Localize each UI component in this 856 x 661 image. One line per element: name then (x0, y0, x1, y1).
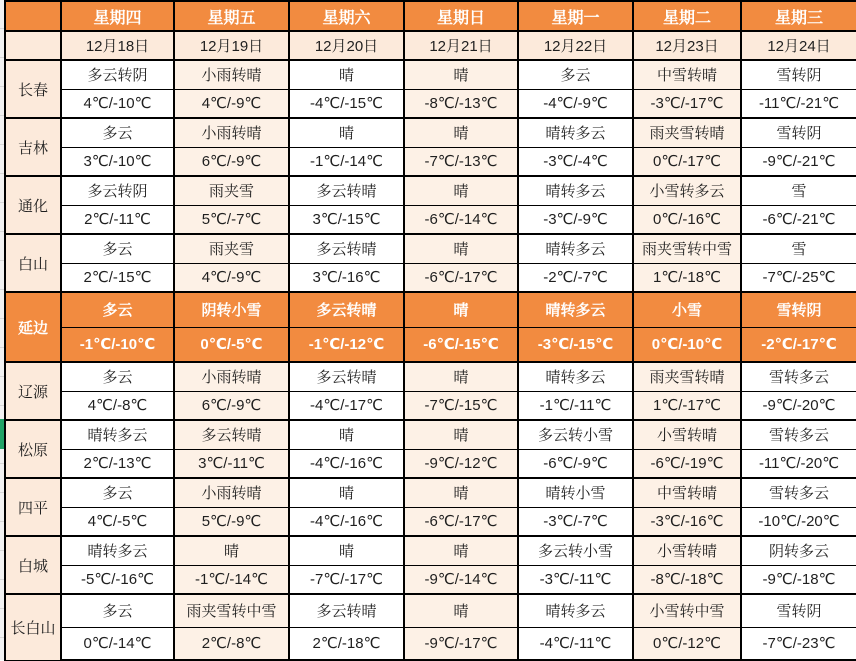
weather-condition-cell[interactable]: 晴转多云 (61, 536, 174, 565)
temperature-cell[interactable]: -3℃/-9℃ (518, 205, 633, 234)
condition-row (5, 420, 856, 449)
temperature-cell[interactable]: -4℃/-16℃ (289, 507, 404, 536)
corner-date-cell[interactable] (5, 31, 61, 60)
date-cell[interactable]: 12月23日 (633, 31, 741, 60)
temperature-cell[interactable]: 2℃/-13℃ (61, 449, 174, 478)
weather-condition-cell[interactable]: 雪转多云 (741, 362, 856, 391)
temperature-row (5, 327, 856, 362)
temperature-cell[interactable]: -2℃/-7℃ (518, 263, 633, 292)
weather-condition-cell[interactable]: 小雨转晴 (174, 478, 289, 507)
temperature-cell[interactable]: -9℃/-14℃ (404, 565, 518, 594)
city-label[interactable]: 延边 (5, 292, 61, 362)
temperature-cell[interactable]: -9℃/-17℃ (404, 627, 518, 660)
temperature-cell[interactable]: -4℃/-16℃ (289, 449, 404, 478)
weekday-header[interactable]: 星期二 (633, 1, 741, 31)
temperature-cell[interactable]: -7℃/-13℃ (404, 147, 518, 176)
weather-condition-cell[interactable]: 小雨转晴 (174, 118, 289, 147)
weather-condition-cell[interactable]: 多云 (61, 118, 174, 147)
temperature-cell[interactable]: -11℃/-20℃ (741, 449, 856, 478)
weather-condition-cell[interactable]: 晴 (404, 60, 518, 89)
weather-condition-cell[interactable]: 阴转多云 (741, 536, 856, 565)
temperature-cell[interactable]: -1℃/-12℃ (289, 327, 404, 362)
date-cell[interactable]: 12月18日 (61, 31, 174, 60)
temperature-cell[interactable]: 0℃/-17℃ (633, 147, 741, 176)
weather-condition-cell[interactable]: 晴 (289, 118, 404, 147)
weather-condition-cell[interactable]: 晴 (289, 478, 404, 507)
temperature-cell[interactable]: 0℃/-5℃ (174, 327, 289, 362)
temperature-cell[interactable]: -9℃/-20℃ (741, 391, 856, 420)
weather-condition-cell[interactable]: 多云 (61, 234, 174, 263)
temperature-cell[interactable]: 4℃/-10℃ (61, 89, 174, 118)
weather-condition-cell[interactable]: 晴 (404, 118, 518, 147)
temperature-cell[interactable]: -8℃/-13℃ (404, 89, 518, 118)
weather-condition-cell[interactable]: 晴 (289, 60, 404, 89)
weather-condition-cell[interactable]: 多云转阴 (61, 60, 174, 89)
temperature-cell[interactable]: -6℃/-19℃ (633, 449, 741, 478)
weather-condition-cell[interactable]: 雨夹雪转晴 (633, 362, 741, 391)
temperature-cell[interactable]: -6℃/-9℃ (518, 449, 633, 478)
city-label[interactable]: 辽源 (5, 362, 61, 420)
weather-condition-cell[interactable]: 雨夹雪 (174, 234, 289, 263)
condition-row (5, 118, 856, 147)
weather-condition-cell[interactable]: 多云 (61, 594, 174, 627)
weather-condition-cell[interactable]: 雪转阴 (741, 292, 856, 327)
weather-condition-cell[interactable]: 多云 (61, 478, 174, 507)
weather-condition-cell[interactable]: 晴转多云 (518, 362, 633, 391)
weather-condition-cell[interactable]: 晴 (289, 420, 404, 449)
weekday-header[interactable]: 星期日 (404, 1, 518, 31)
weather-condition-cell[interactable]: 晴 (289, 536, 404, 565)
temperature-cell[interactable]: 3℃/-16℃ (289, 263, 404, 292)
temperature-row (5, 449, 856, 478)
weather-condition-cell[interactable]: 晴转多云 (61, 420, 174, 449)
temperature-cell[interactable]: -11℃/-21℃ (741, 89, 856, 118)
temperature-cell[interactable]: -3℃/-17℃ (633, 89, 741, 118)
temperature-cell[interactable]: -1℃/-14℃ (289, 147, 404, 176)
temperature-cell[interactable]: -6℃/-21℃ (741, 205, 856, 234)
temperature-cell[interactable]: 0℃/-14℃ (61, 627, 174, 660)
temperature-cell[interactable]: -7℃/-25℃ (741, 263, 856, 292)
temperature-cell[interactable]: -1℃/-10℃ (61, 327, 174, 362)
weather-condition-cell[interactable]: 多云转晴 (289, 362, 404, 391)
temperature-cell[interactable]: -6℃/-17℃ (404, 263, 518, 292)
weather-condition-cell[interactable]: 多云转晴 (289, 292, 404, 327)
condition-row (5, 60, 856, 89)
city-label[interactable]: 长白山 (5, 594, 61, 660)
weather-condition-cell[interactable]: 晴 (404, 478, 518, 507)
weather-condition-cell[interactable]: 雪转阴 (741, 594, 856, 627)
weather-condition-cell[interactable]: 晴 (404, 176, 518, 205)
temperature-cell[interactable]: -9℃/-12℃ (404, 449, 518, 478)
weather-condition-cell[interactable]: 晴转多云 (518, 292, 633, 327)
temperature-cell[interactable]: -9℃/-18℃ (741, 565, 856, 594)
condition-row (5, 536, 856, 565)
weather-condition-cell[interactable]: 小雨转晴 (174, 362, 289, 391)
condition-row (5, 478, 856, 507)
temperature-cell[interactable]: -10℃/-20℃ (741, 507, 856, 536)
temperature-cell[interactable]: -4℃/-11℃ (518, 627, 633, 660)
temperature-cell[interactable]: -5℃/-16℃ (61, 565, 174, 594)
weather-condition-cell[interactable]: 小雪转晴 (633, 420, 741, 449)
temperature-cell[interactable]: -4℃/-15℃ (289, 89, 404, 118)
temperature-cell[interactable]: 4℃/-8℃ (61, 391, 174, 420)
temperature-cell[interactable]: 0℃/-16℃ (633, 205, 741, 234)
weather-condition-cell[interactable]: 小雪转中雪 (633, 594, 741, 627)
temperature-cell[interactable]: -3℃/-16℃ (633, 507, 741, 536)
weekday-header[interactable]: 星期四 (61, 1, 174, 31)
weekday-header[interactable]: 星期五 (174, 1, 289, 31)
weekday-header[interactable]: 星期一 (518, 1, 633, 31)
temperature-cell[interactable]: 4℃/-9℃ (174, 263, 289, 292)
temperature-row (5, 147, 856, 176)
temperature-cell[interactable]: 3℃/-10℃ (61, 147, 174, 176)
condition-row (5, 292, 856, 327)
weather-condition-cell[interactable]: 多云 (61, 362, 174, 391)
temperature-cell[interactable]: 5℃/-7℃ (174, 205, 289, 234)
weather-condition-cell[interactable]: 雨夹雪转中雪 (174, 594, 289, 627)
city-label[interactable]: 四平 (5, 478, 61, 536)
weather-condition-cell[interactable]: 雨夹雪转晴 (633, 118, 741, 147)
temperature-cell[interactable]: -7℃/-17℃ (289, 565, 404, 594)
weather-condition-cell[interactable]: 多云转晴 (289, 176, 404, 205)
corner-cell[interactable] (5, 1, 61, 31)
temperature-cell[interactable]: -3℃/-4℃ (518, 147, 633, 176)
weather-condition-cell[interactable]: 晴 (404, 362, 518, 391)
temperature-row (5, 391, 856, 420)
temperature-cell[interactable]: -4℃/-17℃ (289, 391, 404, 420)
temperature-row (5, 205, 856, 234)
temperature-cell[interactable]: 4℃/-5℃ (61, 507, 174, 536)
weather-condition-cell[interactable]: 雪转阴 (741, 60, 856, 89)
condition-row (5, 362, 856, 391)
weather-condition-cell[interactable]: 雪转多云 (741, 420, 856, 449)
temperature-cell[interactable]: 5℃/-9℃ (174, 507, 289, 536)
temperature-row (5, 627, 856, 660)
weather-condition-cell[interactable]: 晴 (404, 292, 518, 327)
temperature-cell[interactable]: -9℃/-21℃ (741, 147, 856, 176)
weather-condition-cell[interactable]: 晴 (404, 536, 518, 565)
condition-row (5, 594, 856, 627)
temperature-cell[interactable]: -7℃/-15℃ (404, 391, 518, 420)
date-cell[interactable]: 12月24日 (741, 31, 856, 60)
city-label[interactable]: 白山 (5, 234, 61, 292)
weather-condition-cell[interactable]: 雪 (741, 234, 856, 263)
weekday-header[interactable]: 星期三 (741, 1, 856, 31)
weather-condition-cell[interactable]: 多云 (61, 292, 174, 327)
temperature-cell[interactable]: -3℃/-7℃ (518, 507, 633, 536)
weather-condition-cell[interactable]: 阴转小雪 (174, 292, 289, 327)
weather-forecast-table (4, 0, 856, 661)
temperature-cell[interactable]: -6℃/-15℃ (404, 327, 518, 362)
weather-condition-cell[interactable]: 晴转多云 (518, 118, 633, 147)
temperature-cell[interactable]: 3℃/-11℃ (174, 449, 289, 478)
temperature-cell[interactable]: -1℃/-14℃ (174, 565, 289, 594)
temperature-cell[interactable]: 6℃/-9℃ (174, 147, 289, 176)
date-cell[interactable]: 12月22日 (518, 31, 633, 60)
weather-condition-cell[interactable]: 晴转多云 (518, 176, 633, 205)
weather-condition-cell[interactable]: 晴转小雪 (518, 478, 633, 507)
condition-row (5, 234, 856, 263)
temperature-cell[interactable]: 2℃/-18℃ (289, 627, 404, 660)
weather-condition-cell[interactable]: 多云转晴 (174, 420, 289, 449)
weather-condition-cell[interactable]: 雨夹雪 (174, 176, 289, 205)
temperature-cell[interactable]: -6℃/-17℃ (404, 507, 518, 536)
weather-condition-cell[interactable]: 多云转小雪 (518, 420, 633, 449)
weather-condition-cell[interactable]: 晴 (174, 536, 289, 565)
temperature-cell[interactable]: 0℃/-12℃ (633, 627, 741, 660)
temperature-row (5, 565, 856, 594)
weather-condition-cell[interactable]: 晴 (404, 234, 518, 263)
weather-condition-cell[interactable]: 多云转小雪 (518, 536, 633, 565)
weather-condition-cell[interactable]: 多云转晴 (289, 234, 404, 263)
weather-condition-cell[interactable]: 晴 (404, 420, 518, 449)
temperature-cell[interactable]: 4℃/-9℃ (174, 89, 289, 118)
temperature-cell[interactable]: 0℃/-10℃ (633, 327, 741, 362)
condition-row (5, 176, 856, 205)
temperature-cell[interactable]: -8℃/-18℃ (633, 565, 741, 594)
city-label[interactable]: 吉林 (5, 118, 61, 176)
temperature-cell[interactable]: 6℃/-9℃ (174, 391, 289, 420)
temperature-cell[interactable]: -4℃/-9℃ (518, 89, 633, 118)
temperature-row (5, 263, 856, 292)
temperature-cell[interactable]: 1℃/-17℃ (633, 391, 741, 420)
weather-condition-cell[interactable]: 晴 (404, 594, 518, 627)
temperature-cell[interactable]: -7℃/-23℃ (741, 627, 856, 660)
weather-condition-cell[interactable]: 晴转多云 (518, 234, 633, 263)
temperature-cell[interactable]: -3℃/-15℃ (518, 327, 633, 362)
weather-condition-cell[interactable]: 晴转多云 (518, 594, 633, 627)
weather-condition-cell[interactable]: 小雪转多云 (633, 176, 741, 205)
weather-condition-cell[interactable]: 小雪 (633, 292, 741, 327)
date-row (5, 31, 856, 60)
selected-row-marker (0, 419, 4, 449)
weekday-header[interactable]: 星期六 (289, 1, 404, 31)
weather-condition-cell[interactable]: 雨夹雪转中雪 (633, 234, 741, 263)
temperature-cell[interactable]: -3℃/-11℃ (518, 565, 633, 594)
weather-condition-cell[interactable]: 中雪转晴 (633, 478, 741, 507)
weather-condition-cell[interactable]: 多云转阴 (61, 176, 174, 205)
weather-condition-cell[interactable]: 中雪转晴 (633, 60, 741, 89)
temperature-row (5, 507, 856, 536)
weather-condition-cell[interactable]: 雪转阴 (741, 118, 856, 147)
city-label[interactable]: 通化 (5, 176, 61, 234)
weather-condition-cell[interactable]: 小雨转晴 (174, 60, 289, 89)
city-label[interactable]: 长春 (5, 60, 61, 118)
temperature-cell[interactable]: 3℃/-15℃ (289, 205, 404, 234)
weather-condition-cell[interactable]: 多云 (518, 60, 633, 89)
temperature-cell[interactable]: 1℃/-18℃ (633, 263, 741, 292)
temperature-cell[interactable]: 2℃/-8℃ (174, 627, 289, 660)
weather-condition-cell[interactable]: 雪 (741, 176, 856, 205)
temperature-cell[interactable]: -6℃/-14℃ (404, 205, 518, 234)
weather-condition-cell[interactable]: 多云转晴 (289, 594, 404, 627)
weekday-header-row (5, 1, 856, 31)
city-label[interactable]: 白城 (5, 536, 61, 594)
temperature-cell[interactable]: -2℃/-17℃ (741, 327, 856, 362)
weather-condition-cell[interactable]: 雪转多云 (741, 478, 856, 507)
temperature-row (5, 89, 856, 118)
temperature-cell[interactable]: 2℃/-15℃ (61, 263, 174, 292)
temperature-cell[interactable]: 2℃/-11℃ (61, 205, 174, 234)
temperature-cell[interactable]: -1℃/-11℃ (518, 391, 633, 420)
weather-condition-cell[interactable]: 小雪转晴 (633, 536, 741, 565)
city-label[interactable]: 松原 (5, 420, 61, 478)
date-cell[interactable]: 12月19日 (174, 31, 289, 60)
date-cell[interactable]: 12月21日 (404, 31, 518, 60)
date-cell[interactable]: 12月20日 (289, 31, 404, 60)
